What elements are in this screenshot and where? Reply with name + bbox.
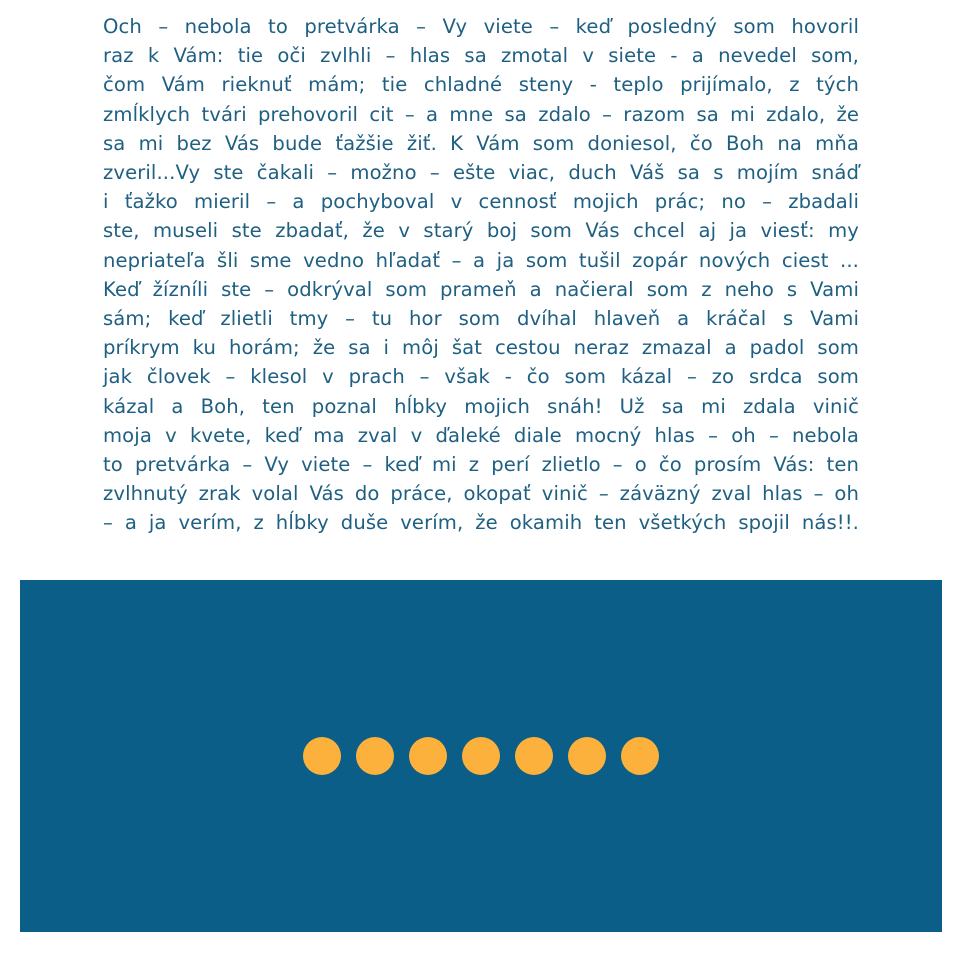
poem-line: – a ja verím, z hĺbky duše verím, že okamih ten všetkých spojil nás!!. (103, 511, 859, 535)
poem-line: i ťažko mieril – a pochyboval v cennosť mojich prác; no – zbadali (103, 190, 859, 214)
dot-icon (409, 737, 447, 775)
dot-icon (568, 737, 606, 775)
dot-row (303, 737, 659, 775)
dot-icon (303, 737, 341, 775)
poem-text (103, 12, 859, 538)
dot-icon (462, 737, 500, 775)
poem-line: Keď žízníli ste – odkrýval som prameň a načieral som z neho s Vami (103, 277, 859, 301)
poem-line: moja v kvete, keď ma zval v ďaleké diale mocný hlas – oh – nebola (103, 423, 859, 447)
poem-line: ste, museli ste zbadať, že v starý boj som Vás chcel aj ja viesť: my (103, 219, 859, 243)
dot-icon (621, 737, 659, 775)
poem-line: jak človek – klesol v prach – však - čo som kázal – zo srdca som (103, 365, 859, 389)
dot-icon (515, 737, 553, 775)
poem-line: Och – nebola to pretvárka – Vy viete – keď posledný som hovoril (103, 15, 859, 38)
poem-line: to pretvárka – Vy viete – keď mi z perí zlietlo – o čo prosím Vás: ten (103, 453, 859, 477)
poem-line: zvlhnutý zrak volal Vás do práce, okopať vinič – záväzný zval hlas – oh (103, 482, 859, 506)
poem-line: sám; keď zlietli tmy – tu hor som dvíhal hlaveň a kráčal s Vami (103, 307, 859, 331)
decorative-panel (20, 580, 942, 932)
poem-line: raz k Vám: tie oči zvlhli – hlas sa zmotal v siete - a nevedel som, (103, 44, 859, 68)
poem-line: čom Vám rieknuť mám; tie chladné steny - teplo prijímalo, z tých (103, 73, 859, 97)
poem-line: zmĺklych tvári prehovoril cit – a mne sa zdalo – razom sa mi zdalo, že (103, 102, 859, 126)
poem-line: sa mi bez Vás bude ťažšie žiť. K Vám som doniesol, čo Boh na mňa (103, 131, 859, 155)
dot-icon (356, 737, 394, 775)
poem-line: nepriateľa šli sme vedno hľadať – a ja som tušil zopár nových ciest ... (103, 248, 859, 272)
poem-line: kázal a Boh, ten poznal hĺbky mojich snáh! Už sa mi zdala vinič (103, 394, 859, 418)
poem-line: zveril...Vy ste čakali – možno – ešte viac, duch Váš sa s mojím snáď (103, 161, 859, 185)
poem-line: príkrym ku horám; že sa i môj šat cestou neraz zmazal a padol som (103, 336, 859, 360)
